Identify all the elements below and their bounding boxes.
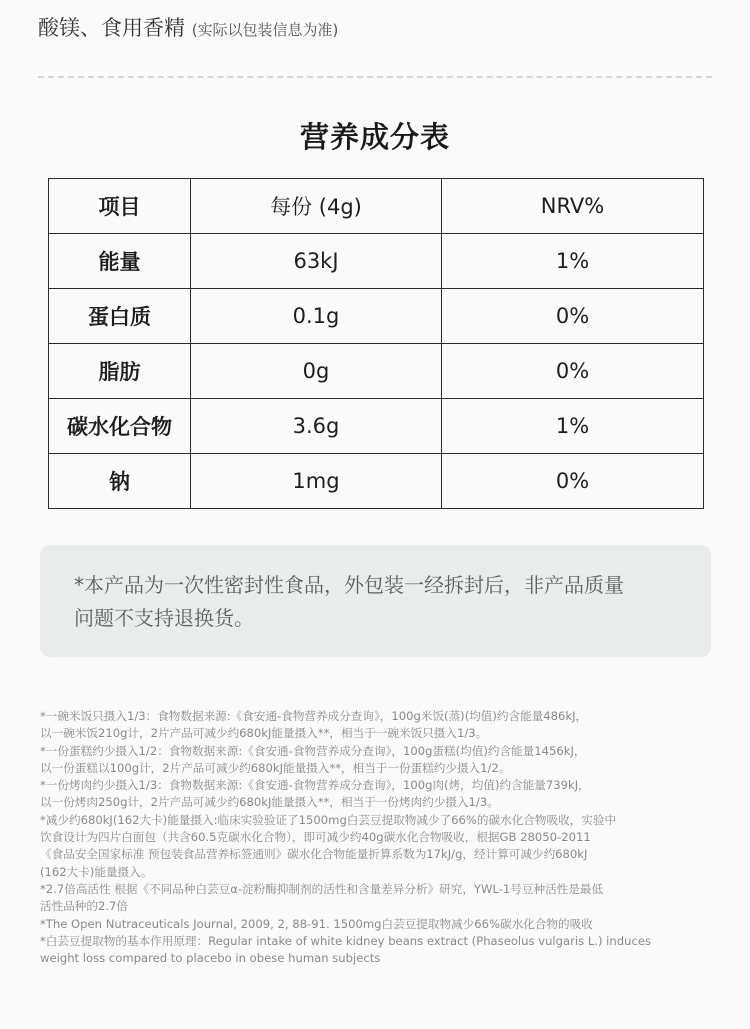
notice-line: 问题不支持退换货。 — [74, 606, 254, 630]
footnote-line: *2.7倍高活性 根据《不同品种白芸豆α-淀粉酶抑制剂的活性和含量差异分析》研究，YWL-1号豆种活性是最低 — [40, 881, 604, 896]
ingredients-note: (实际以包装信息为准) — [191, 21, 339, 39]
row-nrv-value: 0% — [442, 344, 704, 399]
row-nutrient-name: 钠 — [49, 454, 191, 509]
row-nrv-value: 1% — [442, 399, 704, 454]
footnote-line: 以一份蛋糕以100g计，2片产品可减少约680kJ能量摄入**，相当于一份蛋糕约少摄入1/2。 — [40, 760, 511, 775]
footnote-line: weight loss compared to placebo in obese human subjects — [40, 951, 381, 966]
header-item: 项目 — [49, 179, 191, 234]
table-row — [49, 344, 704, 399]
row-nutrient-name: 蛋白质 — [49, 289, 191, 344]
footnotes — [40, 708, 720, 967]
return-policy-notice — [40, 545, 711, 657]
ingredients-text: 酸镁、食用香精 — [38, 16, 185, 40]
table-row — [49, 289, 704, 344]
row-per-serving-value: 0g — [191, 344, 442, 399]
row-nutrient-name: 碳水化合物 — [49, 399, 191, 454]
footnote-line: *一碗米饭只摄入1/3：食物数据来源:《食安通-食物营养成分查询》，100g米饭(蒸)(均值)约含能量486kJ， — [40, 709, 588, 723]
table-row — [49, 234, 704, 289]
row-nrv-value: 0% — [442, 289, 704, 344]
dashed-divider — [38, 76, 712, 78]
footnote-line: *The Open Nutraceuticals Journal, 2009, 2, 88-91. 1500mg白芸豆提取物减少66%碳水化合物的吸收 — [40, 916, 593, 931]
row-per-serving-value: 0.1g — [191, 289, 442, 344]
notice-line: *本产品为一次性密封性食品，外包装一经拆封后，非产品质量 — [74, 573, 624, 597]
nutrition-table — [48, 178, 704, 509]
table-header-row — [49, 179, 704, 234]
row-nrv-value: 1% — [442, 234, 704, 289]
footnote-line: 以一份烤肉250g计，2片产品可减少约680kJ能量摄入**，相当于一份烤肉约少摄入1/3。 — [40, 795, 499, 810]
footnote-line: 饮食设计为四片白面包（共含60.5克碳水化合物），即可减少约40g碳水化合物吸收，根据GB 28050-2011 — [40, 830, 591, 845]
footnote-line: *一份蛋糕约少摄入1/2：食物数据来源:《食安通-食物营养成分查询》，100g蛋糕(均值)约含能量1456kJ， — [40, 743, 586, 758]
header-nrv: NRV% — [442, 179, 704, 234]
table-row — [49, 454, 704, 509]
nutrition-table-title: 营养成分表 — [299, 120, 450, 154]
footnote-line: *一份烤肉约少摄入1/3：食物数据来源:《食安通-食物营养成分查询》，100g肉(烤，均值)约含能量739kJ， — [40, 778, 590, 793]
footnote-line: 《食品安全国家标准 预包装食品营养标签通则》碳水化合物能量折算系数为17kJ/g，经计算可减少约680kJ — [40, 847, 588, 862]
row-per-serving-value: 63kJ — [191, 234, 442, 289]
row-nutrient-name: 能量 — [49, 234, 191, 289]
footnote-line: (162大卡)能量摄入。 — [40, 864, 153, 879]
ingredients-line — [38, 12, 338, 42]
row-nrv-value: 0% — [442, 454, 704, 509]
footnote-line: 活性品种的2.7倍 — [40, 899, 129, 914]
footnote-line: *减少约680kJ(162大卡)能量摄入:临床实验验证了1500mg白芸豆提取物减少了66%的碳水化合物吸收，实验中 — [40, 812, 617, 827]
header-per-serving: 每份 (4g) — [191, 179, 442, 234]
row-per-serving-value: 3.6g — [191, 399, 442, 454]
row-per-serving-value: 1mg — [191, 454, 442, 509]
table-row — [49, 399, 704, 454]
footnote-line: *白芸豆提取物的基本作用原理：Regular intake of white kidney beans extract (Phaseolus vulgaris L.) induces — [40, 933, 651, 948]
footnote-line: 以一碗米饭210g计，2片产品可减少约680kJ能量摄入**，相当于一碗米饭只摄入1/3。 — [40, 726, 488, 741]
row-nutrient-name: 脂肪 — [49, 344, 191, 399]
